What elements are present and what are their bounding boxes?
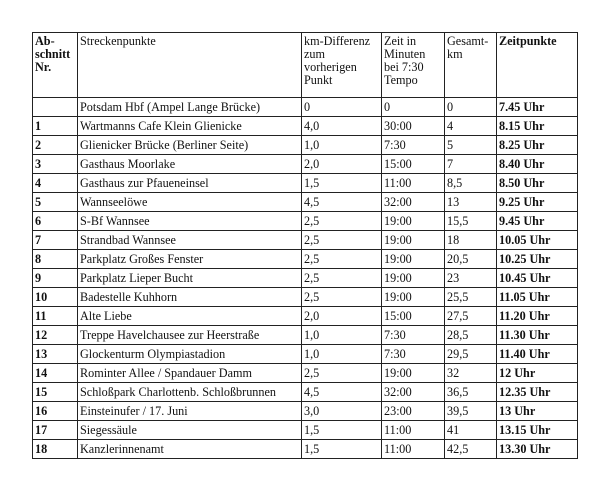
- header-line: Minuten: [384, 47, 426, 61]
- km-difference-cell: 4,5: [302, 383, 382, 402]
- km-difference-cell: 2,5: [302, 288, 382, 307]
- total-km-cell: 23: [445, 269, 497, 288]
- header-line: Streckenpunkte: [80, 34, 156, 48]
- time-point-cell: 11.30 Uhr: [497, 326, 578, 345]
- km-difference-cell: 1,0: [302, 136, 382, 155]
- table-row: [33, 383, 578, 402]
- table-row: [33, 440, 578, 459]
- document-page: [32, 32, 578, 459]
- route-point-cell: Parkplatz Lieper Bucht: [78, 269, 302, 288]
- table-row: [33, 288, 578, 307]
- route-point-cell: Gasthaus Moorlake: [78, 155, 302, 174]
- total-km-cell: 25,5: [445, 288, 497, 307]
- time-point-cell: 11.40 Uhr: [497, 345, 578, 364]
- section-number-cell: 6: [33, 212, 78, 231]
- header-line: Nr.: [35, 60, 52, 74]
- section-number-cell: 18: [33, 440, 78, 459]
- total-km-cell: 42,5: [445, 440, 497, 459]
- time-minutes-cell: 7:30: [382, 345, 445, 364]
- section-number-cell: 14: [33, 364, 78, 383]
- time-point-cell: 11.20 Uhr: [497, 307, 578, 326]
- time-minutes-cell: 19:00: [382, 212, 445, 231]
- time-minutes-cell: 19:00: [382, 231, 445, 250]
- table-header: [33, 33, 578, 98]
- header-line: km: [447, 47, 463, 61]
- time-minutes-cell: 11:00: [382, 174, 445, 193]
- total-km-cell: 4: [445, 117, 497, 136]
- time-minutes-cell: 11:00: [382, 421, 445, 440]
- section-number-cell: 4: [33, 174, 78, 193]
- table-row: [33, 402, 578, 421]
- time-point-cell: 8.15 Uhr: [497, 117, 578, 136]
- km-difference-cell: 2,0: [302, 155, 382, 174]
- column-header-route-points: [78, 33, 302, 98]
- time-point-cell: 9.25 Uhr: [497, 193, 578, 212]
- table-row: [33, 98, 578, 117]
- column-header-total-km: [445, 33, 497, 98]
- total-km-cell: 28,5: [445, 326, 497, 345]
- time-minutes-cell: 30:00: [382, 117, 445, 136]
- route-point-cell: Potsdam Hbf (Ampel Lange Brücke): [78, 98, 302, 117]
- route-point-cell: Glockenturm Olympiastadion: [78, 345, 302, 364]
- time-minutes-cell: 32:00: [382, 193, 445, 212]
- time-minutes-cell: 19:00: [382, 269, 445, 288]
- section-number-cell: 1: [33, 117, 78, 136]
- time-minutes-cell: 7:30: [382, 326, 445, 345]
- km-difference-cell: 1,5: [302, 421, 382, 440]
- header-line: Zeitpunkte: [499, 34, 557, 48]
- total-km-cell: 13: [445, 193, 497, 212]
- time-point-cell: 8.50 Uhr: [497, 174, 578, 193]
- route-point-cell: Schloßpark Charlottenb. Schloßbrunnen: [78, 383, 302, 402]
- route-point-cell: Strandbad Wannsee: [78, 231, 302, 250]
- header-line: Tempo: [384, 73, 418, 87]
- table-row: [33, 231, 578, 250]
- table-row: [33, 345, 578, 364]
- table-row: [33, 269, 578, 288]
- total-km-cell: 27,5: [445, 307, 497, 326]
- time-point-cell: 11.05 Uhr: [497, 288, 578, 307]
- total-km-cell: 20,5: [445, 250, 497, 269]
- column-header-time-points: [497, 33, 578, 98]
- column-header-km-difference: [302, 33, 382, 98]
- header-line: bei 7:30: [384, 60, 424, 74]
- time-minutes-cell: 11:00: [382, 440, 445, 459]
- route-point-cell: Gasthaus zur Pfaueneinsel: [78, 174, 302, 193]
- table-row: [33, 326, 578, 345]
- table-row: [33, 117, 578, 136]
- km-difference-cell: 2,5: [302, 231, 382, 250]
- km-difference-cell: 0: [302, 98, 382, 117]
- total-km-cell: 32: [445, 364, 497, 383]
- section-number-cell: 15: [33, 383, 78, 402]
- route-point-cell: Siegessäule: [78, 421, 302, 440]
- km-difference-cell: 1,5: [302, 440, 382, 459]
- header-line: vorherigen: [304, 60, 357, 74]
- route-point-cell: Badestelle Kuhhorn: [78, 288, 302, 307]
- table-body: [33, 98, 578, 459]
- table-row: [33, 193, 578, 212]
- time-minutes-cell: 23:00: [382, 402, 445, 421]
- total-km-cell: 7: [445, 155, 497, 174]
- time-minutes-cell: 32:00: [382, 383, 445, 402]
- time-minutes-cell: 15:00: [382, 155, 445, 174]
- time-point-cell: 13.15 Uhr: [497, 421, 578, 440]
- total-km-cell: 5: [445, 136, 497, 155]
- route-point-cell: Rominter Allee / Spandauer Damm: [78, 364, 302, 383]
- column-header-section-no: [33, 33, 78, 98]
- table-row: [33, 155, 578, 174]
- km-difference-cell: 1,0: [302, 326, 382, 345]
- time-minutes-cell: 15:00: [382, 307, 445, 326]
- time-minutes-cell: 7:30: [382, 136, 445, 155]
- header-line: Gesamt-: [447, 34, 489, 48]
- time-point-cell: 10.45 Uhr: [497, 269, 578, 288]
- total-km-cell: 18: [445, 231, 497, 250]
- section-number-cell: 8: [33, 250, 78, 269]
- section-number-cell: 7: [33, 231, 78, 250]
- header-line: zum: [304, 47, 325, 61]
- km-difference-cell: 2,5: [302, 212, 382, 231]
- section-number-cell: 9: [33, 269, 78, 288]
- section-number-cell: 13: [33, 345, 78, 364]
- time-minutes-cell: 19:00: [382, 288, 445, 307]
- route-point-cell: Kanzlerinnenamt: [78, 440, 302, 459]
- route-point-cell: Parkplatz Großes Fenster: [78, 250, 302, 269]
- section-number-cell: 12: [33, 326, 78, 345]
- time-minutes-cell: 0: [382, 98, 445, 117]
- section-number-cell: 16: [33, 402, 78, 421]
- km-difference-cell: 2,0: [302, 307, 382, 326]
- section-number-cell: 2: [33, 136, 78, 155]
- header-line: Ab-: [35, 34, 55, 48]
- route-point-cell: Alte Liebe: [78, 307, 302, 326]
- time-point-cell: 8.40 Uhr: [497, 155, 578, 174]
- km-difference-cell: 2,5: [302, 250, 382, 269]
- km-difference-cell: 3,0: [302, 402, 382, 421]
- total-km-cell: 36,5: [445, 383, 497, 402]
- km-difference-cell: 4,5: [302, 193, 382, 212]
- column-header-time-minutes: [382, 33, 445, 98]
- time-point-cell: 10.25 Uhr: [497, 250, 578, 269]
- section-number-cell: [33, 98, 78, 117]
- time-point-cell: 12.35 Uhr: [497, 383, 578, 402]
- header-row: [33, 33, 578, 98]
- time-minutes-cell: 19:00: [382, 250, 445, 269]
- total-km-cell: 29,5: [445, 345, 497, 364]
- header-line: schnitt: [35, 47, 71, 61]
- total-km-cell: 41: [445, 421, 497, 440]
- route-schedule-table: [32, 32, 578, 459]
- table-row: [33, 364, 578, 383]
- section-number-cell: 5: [33, 193, 78, 212]
- header-line: Punkt: [304, 73, 333, 87]
- table-row: [33, 307, 578, 326]
- km-difference-cell: 2,5: [302, 269, 382, 288]
- table-row: [33, 421, 578, 440]
- total-km-cell: 8,5: [445, 174, 497, 193]
- route-point-cell: Wannseelöwe: [78, 193, 302, 212]
- header-line: km-Differenz: [304, 34, 371, 48]
- time-point-cell: 9.45 Uhr: [497, 212, 578, 231]
- route-point-cell: Treppe Havelchausee zur Heerstraße: [78, 326, 302, 345]
- time-point-cell: 12 Uhr: [497, 364, 578, 383]
- section-number-cell: 17: [33, 421, 78, 440]
- km-difference-cell: 4,0: [302, 117, 382, 136]
- km-difference-cell: 2,5: [302, 364, 382, 383]
- route-point-cell: Wartmanns Cafe Klein Glienicke: [78, 117, 302, 136]
- time-point-cell: 10.05 Uhr: [497, 231, 578, 250]
- section-number-cell: 3: [33, 155, 78, 174]
- table-row: [33, 174, 578, 193]
- total-km-cell: 15,5: [445, 212, 497, 231]
- km-difference-cell: 1,0: [302, 345, 382, 364]
- section-number-cell: 11: [33, 307, 78, 326]
- total-km-cell: 0: [445, 98, 497, 117]
- table-row: [33, 212, 578, 231]
- km-difference-cell: 1,5: [302, 174, 382, 193]
- total-km-cell: 39,5: [445, 402, 497, 421]
- route-point-cell: S-Bf Wannsee: [78, 212, 302, 231]
- table-row: [33, 250, 578, 269]
- time-point-cell: 13 Uhr: [497, 402, 578, 421]
- time-point-cell: 13.30 Uhr: [497, 440, 578, 459]
- section-number-cell: 10: [33, 288, 78, 307]
- route-point-cell: Glienicker Brücke (Berliner Seite): [78, 136, 302, 155]
- time-point-cell: 8.25 Uhr: [497, 136, 578, 155]
- route-point-cell: Einsteinufer / 17. Juni: [78, 402, 302, 421]
- time-minutes-cell: 19:00: [382, 364, 445, 383]
- time-point-cell: 7.45 Uhr: [497, 98, 578, 117]
- header-line: Zeit in: [384, 34, 417, 48]
- table-row: [33, 136, 578, 155]
